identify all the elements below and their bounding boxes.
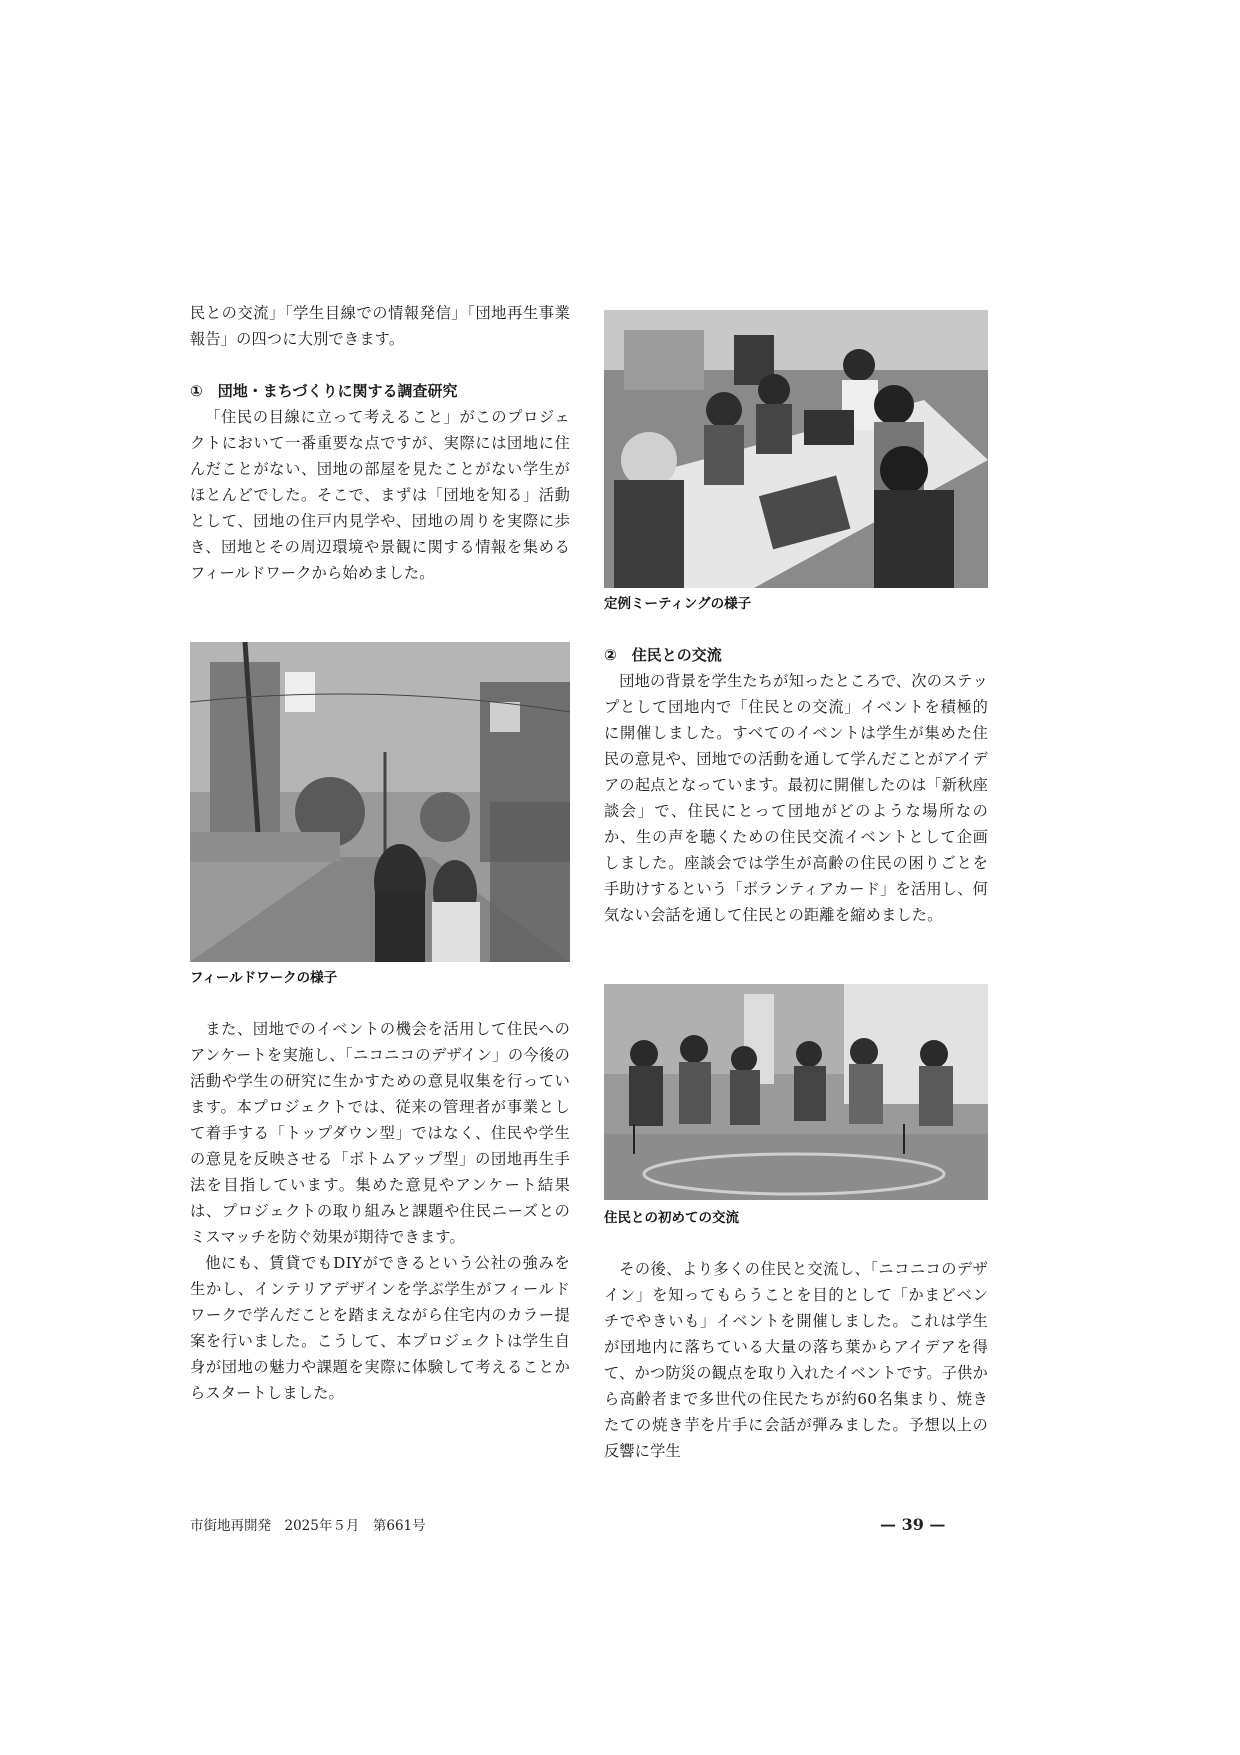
left-column bbox=[190, 300, 570, 586]
section1-paragraph: 「住民の目線に立って考えること」がこのプロジェクトにおいて一番重要な点ですが、実際には団地に住んだことがない、団地の部屋を見たことがない学生がほとんどでした。そこで、まずは「団地を知る」活動として、団地の住戸内見学や、団地の周りを実際に歩き、団地とその周辺環境や景観に関する情報を集めるフィールドワークから始めました。 bbox=[190, 408, 570, 582]
meeting-caption: 定例ミーティングの様子 bbox=[604, 596, 752, 612]
right-column-lower bbox=[604, 1256, 988, 1464]
yakiimo-paragraph: その後、より多くの住民と交流し、「ニコニコのデザイン」を知ってもらうことを目的として「かまどベンチでやきいも」イベントを開催しました。これは学生が団地内に落ちている大量の落ち葉からアイデアを得て、かつ防災の観点を取り入れたイベントです。子供から高齢者まで多世代の住民たちが約60名集まり、焼きたての焼き芋を片手に会話が弾みました。予想以上の反響に学生 bbox=[604, 1260, 988, 1460]
residents-caption: 住民との初めての交流 bbox=[604, 1210, 739, 1226]
fieldwork-photo bbox=[190, 642, 570, 962]
right-column bbox=[604, 642, 988, 928]
fieldwork-caption: フィールドワークの様子 bbox=[190, 970, 338, 986]
section2-heading: ② 住民との交流 bbox=[604, 646, 722, 664]
left-column-lower bbox=[190, 1016, 570, 1406]
meeting-photo bbox=[604, 310, 988, 588]
residents-photo bbox=[604, 984, 988, 1200]
page-number: — 39 — bbox=[880, 1515, 946, 1534]
survey-paragraph: また、団地でのイベントの機会を活用して住民へのアンケートを実施し、「ニコニコのデザイン」の今後の活動や学生の研究に生かすための意見収集を行っています。本プロジェクトでは、従来の管理者が事業として着手する「トップダウン型」ではなく、住民や学生の意見を反映させる「ボトムアップ型」の団地再生手法を目指しています。集めた意見やアンケート結果は、プロジェクトの取り組みと課題や住民ニーズとのミスマッチを防ぐ効果が期待できます。 bbox=[190, 1020, 570, 1246]
publication-info: 市街地再開発 2025年５月 第661号 bbox=[190, 1518, 426, 1534]
section1-heading: ① 団地・まちづくりに関する調査研究 bbox=[190, 382, 458, 400]
diy-paragraph: 他にも、賃貸でもDIYができるという公社の強みを生かし、インテリアデザインを学ぶ学生がフィールドワークで学んだことを踏まえながら住宅内のカラー提案を行いました。こうして、本プロジェクトは学生自身が団地の魅力や課題を実際に体験して考えることからスタートしました。 bbox=[190, 1254, 570, 1402]
section2-paragraph: 団地の背景を学生たちが知ったところで、次のステップとして団地内で「住民との交流」イベントを積極的に開催しました。すべてのイベントは学生が集めた住民の意見や、団地での活動を通して学んだことがアイデアの起点となっています。最初に開催したのは「新秋座談会」で、住民にとって団地がどのような場所なのか、生の声を聴くための住民交流イベントとして企画しました。座談会では学生が高齢の住民の困りごとを手助けするという「ボランティアカード」を活用し、何気ない会話を通して住民との距離を縮めました。 bbox=[604, 672, 988, 924]
intro-paragraph: 民との交流」「学生目線での情報発信」「団地再生事業報告」の四つに大別できます。 bbox=[190, 304, 570, 348]
